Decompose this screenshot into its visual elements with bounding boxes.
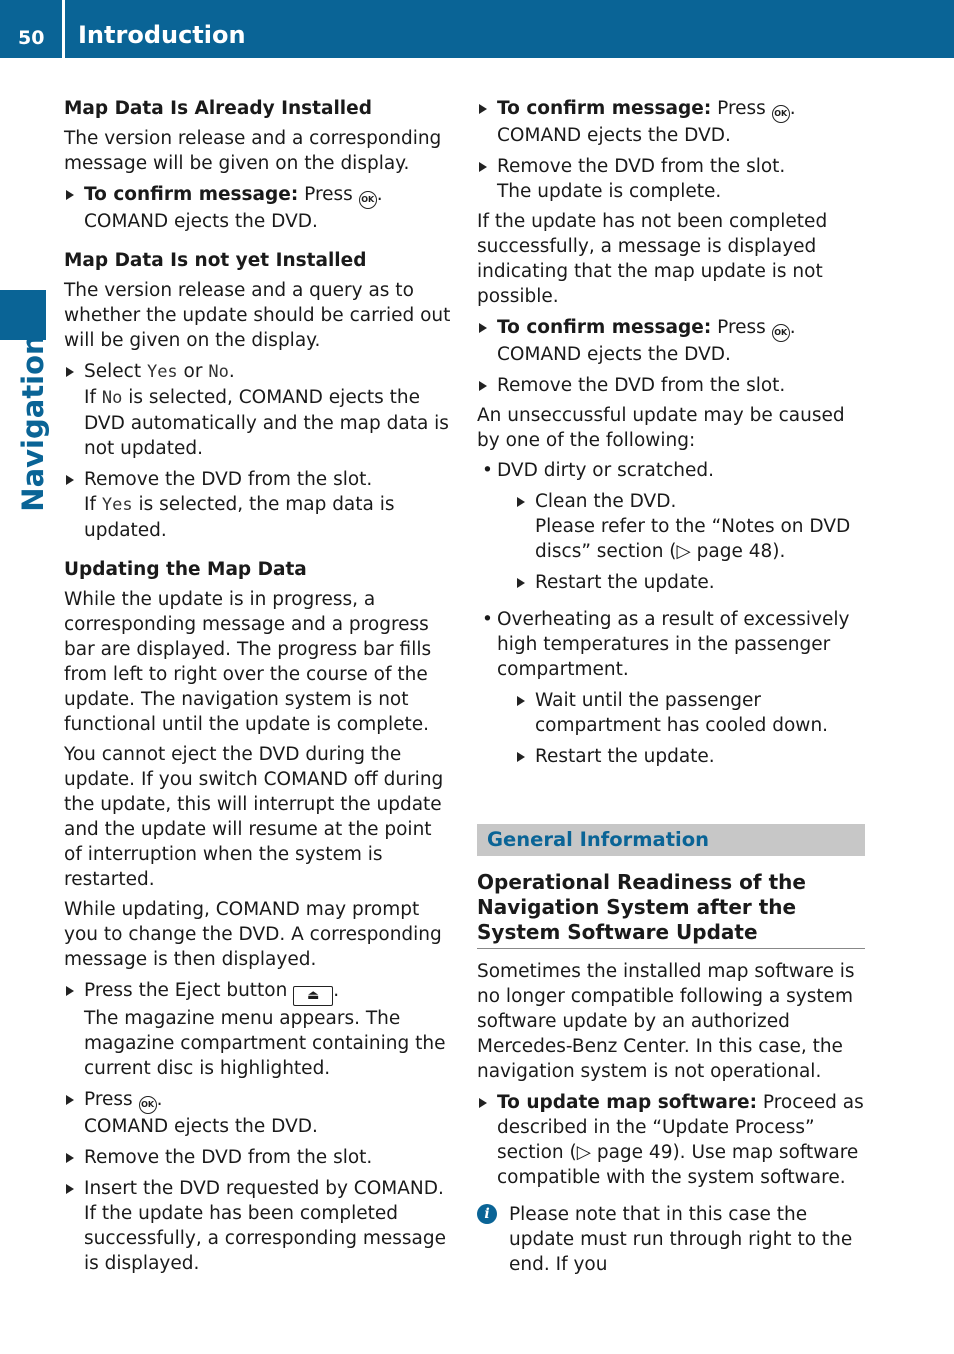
page-header (0, 0, 954, 58)
step-confirm: To confirm message: Press OK . COMAND ejects the DVD. (64, 182, 454, 234)
step-remove-dvd: Remove the DVD from the slot. (64, 1145, 454, 1170)
step-remove-dvd: Remove the DVD from the slot. If Yes is selected, the map data is updated. (64, 467, 454, 543)
page-number: 50 (18, 27, 45, 49)
ok-button-icon: OK (772, 105, 790, 123)
paragraph: The version release and a query as to whether the update should be carried out will be given on the display. (64, 280, 451, 351)
step-insert-dvd: Insert the DVD requested by COMAND. If the update has been completed successfully, a corresponding message is displayed. (64, 1176, 454, 1276)
step-remove-dvd: Remove the DVD from the slot. (477, 373, 865, 398)
no-option: No (208, 362, 229, 382)
ok-button-icon: OK (139, 1096, 157, 1114)
paragraph: You cannot eject the DVD during the update. If you switch COMAND off during the update, this will interrupt the update and the update will resume at the point of interruption when the system is restarted. (64, 744, 444, 890)
ok-button-icon: OK (772, 324, 790, 342)
step-select: Select Yes or No. If No is selected, COMAND ejects the DVD automatically and the map data is not updated. (64, 359, 454, 461)
step-confirm: To confirm message: Press OK . COMAND ejects the DVD. (477, 96, 865, 148)
eject-button-icon: ⏏ (293, 986, 333, 1006)
paragraph: Sometimes the installed map software is no longer compatible following a system software update by an authorized Mercedes-Benz Center. In this case, the navigation system is not operational. (477, 961, 855, 1082)
right-column (477, 96, 865, 1277)
paragraph: An unseccussful update may be caused by one of the following: (477, 405, 845, 451)
step-wait: Wait until the passenger compartment has cooled down. (515, 688, 865, 738)
heading-already-installed: Map Data Is Already Installed (64, 98, 372, 119)
heading-not-installed: Map Data Is not yet Installed (64, 250, 367, 271)
yes-option: Yes (146, 362, 178, 382)
cause-item: • DVD dirty or scratched. (477, 458, 865, 483)
heading-updating: Updating the Map Data (64, 559, 307, 580)
step-label: To confirm message: (84, 184, 299, 205)
step-result: COMAND ejects the DVD. (84, 211, 318, 232)
side-tab-marker (0, 290, 46, 340)
paragraph: If the update has not been completed successfully, a message is displayed indicating that the map update is not possible. (477, 211, 828, 307)
paragraph: The version release and a corresponding message will be given on the display. (64, 128, 442, 174)
step-restart: Restart the update. (515, 570, 865, 595)
info-note: i Please note that in this case the update must run through right to the end. If you (477, 1202, 865, 1277)
cause-item: • Overheating as a result of excessively high temperatures in the passenger compartment. (477, 607, 865, 682)
header-divider (62, 0, 65, 58)
left-column (64, 96, 454, 1276)
ok-button-icon: OK (359, 191, 377, 209)
section-title: Operational Readiness of the Navigation System after the System Software Update (477, 870, 865, 949)
side-tab-label: Navigation (16, 334, 50, 512)
step-update-software: To update map software: Proceed as described in the “Update Process” section (▷ page 49). Use map software compatible with the system software. (477, 1090, 865, 1190)
chapter-title: Introduction (78, 21, 246, 49)
step-press-ok: Press OK . COMAND ejects the DVD. (64, 1087, 454, 1139)
paragraph: While the update is in progress, a corresponding message and a progress bar are displayed. The progress bar fills from left to right over the course of the update. The navigation system is not functional until the update is complete. (64, 589, 432, 735)
step-clean-dvd: Clean the DVD. Please refer to the “Notes on DVD discs” section (▷ page 48). (515, 489, 865, 564)
step-eject: Press the Eject button ⏏ . The magazine menu appears. The magazine compartment containing the current disc is highlighted. (64, 978, 454, 1081)
step-remove-dvd: Remove the DVD from the slot. The update is complete. (477, 154, 865, 204)
info-icon: i (477, 1204, 497, 1224)
step-restart: Restart the update. (515, 744, 865, 769)
step-confirm: To confirm message: Press OK . COMAND ejects the DVD. (477, 315, 865, 367)
section-bar-general-information: General Information (477, 824, 865, 856)
paragraph: While updating, COMAND may prompt you to change the DVD. A corresponding message is then displayed. (64, 899, 442, 970)
